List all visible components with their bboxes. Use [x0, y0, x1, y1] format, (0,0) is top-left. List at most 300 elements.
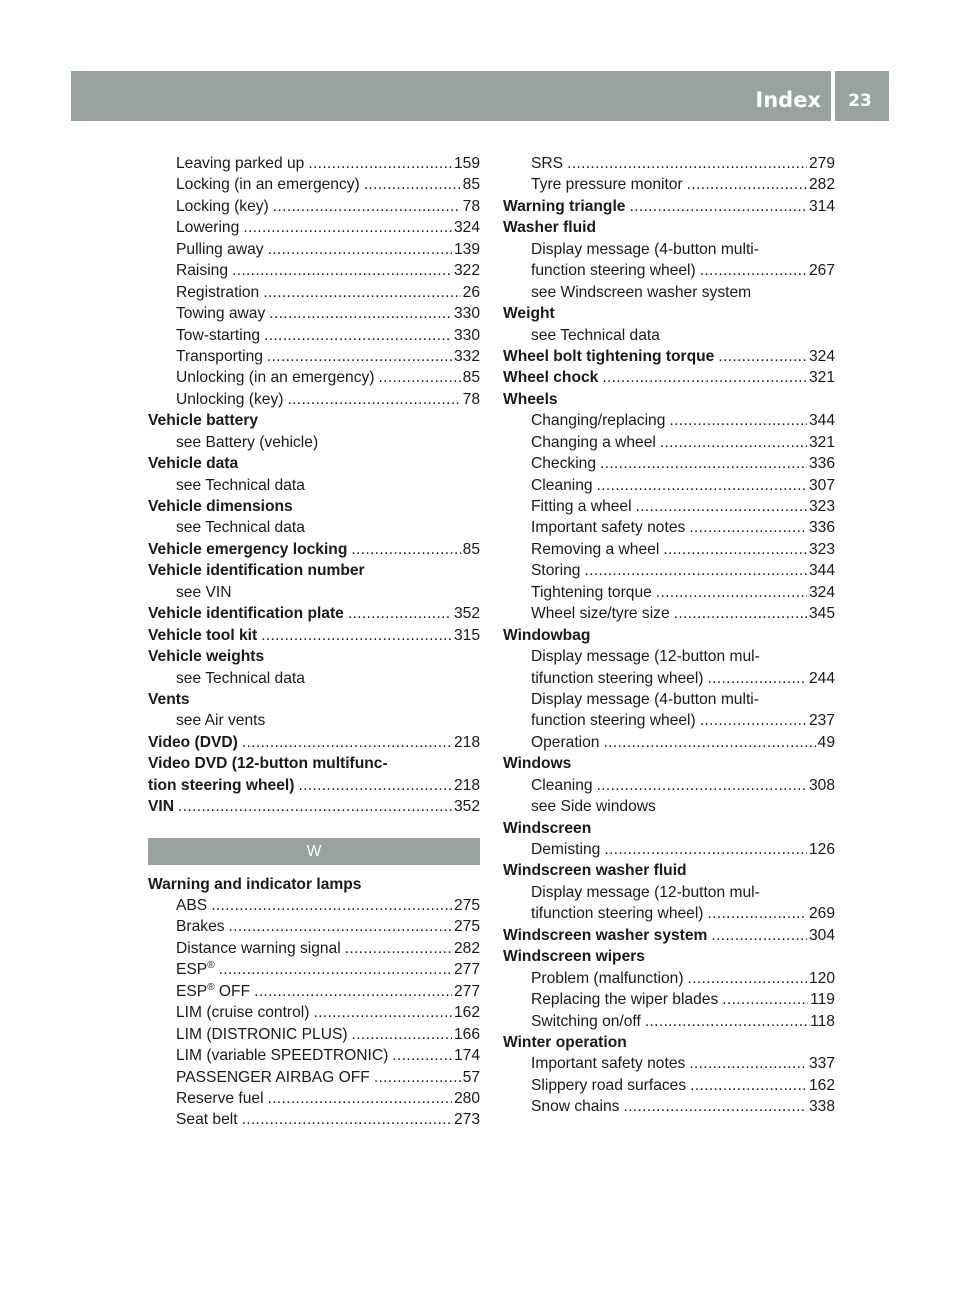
dot-leader	[364, 174, 461, 195]
page-reference[interactable]: 336	[808, 519, 835, 537]
index-heading	[148, 410, 480, 431]
dot-leader	[567, 153, 807, 174]
entry-text: Changing/replacing	[531, 412, 666, 430]
page-header	[71, 71, 889, 121]
index-heading	[148, 560, 480, 581]
entry-text: tifunction steering wheel)	[531, 905, 704, 923]
entry-text: Operation	[531, 733, 600, 751]
page-reference[interactable]: 336	[808, 455, 835, 473]
entry-text: Unlocking (key)	[176, 390, 284, 408]
index-subentry[interactable]	[148, 916, 480, 937]
page-reference[interactable]: 279	[808, 155, 835, 172]
page-reference[interactable]: 352	[453, 798, 480, 816]
entry-text: Important safety notes	[531, 519, 686, 537]
page-reference[interactable]: 323	[808, 498, 835, 515]
entry-text: see Side windows	[531, 798, 656, 816]
page-reference[interactable]: 344	[808, 562, 835, 580]
entry-text: Pulling away	[176, 240, 264, 258]
entry-text: Lowering	[176, 219, 240, 237]
entry-text: Brakes	[176, 918, 225, 936]
page-reference[interactable]: 321	[808, 433, 835, 451]
entry-text: tifunction steering wheel)	[531, 669, 704, 687]
page-reference[interactable]: 218	[453, 733, 480, 751]
index-subentry	[503, 689, 835, 710]
page-reference[interactable]: 323	[808, 540, 835, 558]
dot-leader	[700, 260, 807, 281]
index-subentry[interactable]	[503, 903, 835, 924]
left-entries-after	[148, 874, 480, 1131]
index-subentry[interactable]	[148, 346, 480, 367]
entry-text: function steering wheel)	[531, 262, 696, 280]
index-subentry[interactable]	[148, 1045, 480, 1066]
entry-text: Distance warning signal	[176, 939, 341, 957]
dot-leader	[351, 539, 460, 560]
index-subentry	[503, 239, 835, 260]
page-reference[interactable]: 332	[453, 347, 480, 365]
page-reference[interactable]: 118	[810, 1012, 835, 1030]
entry-text: see Technical data	[531, 326, 660, 344]
index-subentry[interactable]	[148, 367, 480, 388]
entry-text: ESP®	[176, 960, 215, 979]
entry-text: Vehicle identification number	[148, 562, 365, 580]
index-subentry[interactable]	[503, 453, 835, 474]
entry-text: Transporting	[176, 347, 263, 365]
page-reference[interactable]: 78	[462, 197, 480, 215]
index-subentry[interactable]	[148, 217, 480, 238]
index-heading	[148, 453, 480, 474]
dot-leader	[269, 303, 452, 324]
page-reference[interactable]: 322	[453, 262, 480, 280]
entry-text: Vehicle battery	[148, 412, 259, 430]
index-subentry[interactable]	[503, 710, 835, 731]
index-subentry[interactable]	[148, 895, 480, 916]
entry-text: Display message (4-button multi-	[531, 690, 759, 708]
entry-text: Windscreen washer system	[503, 926, 708, 944]
entry-text: Raising	[176, 262, 229, 280]
dot-leader	[211, 895, 452, 916]
index-subentry[interactable]	[148, 1088, 480, 1109]
index-subentry[interactable]	[503, 560, 835, 581]
entry-text: tion steering wheel)	[148, 776, 295, 794]
dot-leader	[660, 432, 807, 453]
entry-text: Towing away	[176, 305, 266, 323]
index-subentry[interactable]	[503, 668, 835, 689]
index-subentry[interactable]	[503, 603, 835, 624]
entry-text: Unlocking (in an emergency)	[176, 369, 375, 387]
entry-text: Wheel size/tyre size	[531, 605, 670, 623]
index-subentry	[148, 582, 480, 603]
entry-text: Wheels	[503, 390, 558, 408]
dot-leader	[242, 732, 452, 753]
index-subentry[interactable]	[503, 1053, 835, 1074]
index-subentry	[148, 517, 480, 538]
index-subentry[interactable]	[148, 239, 480, 260]
dot-leader	[645, 1011, 808, 1032]
page-reference[interactable]: 162	[808, 1076, 835, 1094]
index-subentry	[148, 475, 480, 496]
dot-leader	[178, 796, 452, 817]
page-reference[interactable]: 269	[808, 905, 835, 923]
index-heading	[503, 753, 835, 774]
index-subentry[interactable]	[503, 1096, 835, 1117]
index-heading	[148, 646, 480, 667]
index-subentry[interactable]	[503, 153, 835, 174]
entry-text: Display message (12-button mul-	[531, 648, 760, 666]
dot-leader	[243, 217, 452, 238]
dot-leader	[584, 560, 807, 581]
dot-leader	[597, 775, 807, 796]
dot-leader	[287, 389, 460, 410]
entry-text: Vehicle dimensions	[148, 498, 293, 515]
entry-text: Tyre pressure monitor	[531, 176, 683, 194]
index-heading	[503, 389, 835, 410]
index-heading	[148, 496, 480, 517]
dot-leader	[690, 1075, 807, 1096]
index-subentry[interactable]	[503, 174, 835, 195]
entry-text: Slippery road surfaces	[531, 1076, 687, 1094]
page-reference[interactable]: 174	[453, 1047, 480, 1065]
dot-leader	[345, 938, 452, 959]
dot-leader	[313, 1002, 452, 1023]
page-reference[interactable]: 330	[453, 305, 480, 323]
entry-text: Locking (key)	[176, 197, 269, 215]
dot-leader	[689, 1053, 807, 1074]
page-reference[interactable]: 119	[810, 991, 835, 1009]
dot-leader	[708, 668, 807, 689]
index-subentry	[148, 710, 480, 731]
dot-leader	[267, 346, 452, 367]
index-subentry[interactable]	[503, 839, 835, 860]
index-heading[interactable]	[148, 625, 480, 646]
index-subentry[interactable]	[503, 410, 835, 431]
dot-leader	[378, 367, 460, 388]
entry-text: Registration	[176, 283, 260, 301]
index-heading[interactable]	[148, 775, 480, 796]
index-subentry	[503, 325, 835, 346]
entry-text: PASSENGER AIRBAG OFF	[176, 1068, 370, 1086]
index-subentry	[503, 882, 835, 903]
index-subentry[interactable]	[148, 389, 480, 410]
index-subentry[interactable]	[503, 517, 835, 538]
entry-text: Locking (in an emergency)	[176, 176, 360, 194]
index-heading[interactable]	[503, 196, 835, 217]
entry-text: Removing a wheel	[531, 540, 660, 558]
left-entries-before	[148, 153, 480, 818]
dot-leader	[268, 239, 452, 260]
page-reference[interactable]: 352	[453, 605, 480, 623]
dot-leader	[674, 603, 807, 624]
page-reference[interactable]: 126	[808, 841, 835, 858]
entry-text: Snow chains	[531, 1098, 620, 1116]
index-heading	[503, 946, 835, 967]
page-reference[interactable]: 244	[808, 669, 835, 687]
dot-leader	[298, 775, 452, 796]
entry-text: LIM (DISTRONIC PLUS)	[176, 1025, 348, 1043]
entry-text: Changing a wheel	[531, 433, 656, 451]
entry-text: see Air vents	[176, 712, 266, 730]
entry-text: Replacing the wiper blades	[531, 991, 719, 1009]
index-subentry[interactable]	[148, 282, 480, 303]
entry-text: Fitting a wheel	[531, 498, 632, 515]
page-reference[interactable]: 237	[808, 712, 835, 730]
entry-text: Weight	[503, 305, 555, 323]
index-heading[interactable]	[148, 603, 480, 624]
index-heading	[503, 303, 835, 324]
dot-leader	[687, 174, 807, 195]
entry-text: see Technical data	[176, 476, 305, 494]
entry-text: Windscreen	[503, 819, 592, 837]
entry-text: see Technical data	[176, 669, 305, 687]
page-reference[interactable]: 139	[453, 240, 480, 258]
dot-leader	[261, 625, 452, 646]
page-reference[interactable]: 277	[453, 982, 480, 1000]
index-heading	[148, 753, 480, 774]
dot-leader	[219, 959, 452, 980]
index-subentry	[503, 282, 835, 303]
page-reference[interactable]: 49	[817, 733, 835, 751]
index-subentry[interactable]	[503, 432, 835, 453]
entry-text: Windowbag	[503, 626, 591, 644]
index-subentry	[503, 646, 835, 667]
index-subentry[interactable]	[148, 325, 480, 346]
dot-leader	[722, 989, 808, 1010]
entry-text: Storing	[531, 562, 581, 580]
page-number: 23	[848, 91, 872, 111]
page-reference[interactable]: 277	[453, 961, 480, 979]
dot-leader	[602, 367, 807, 388]
entry-text: Cleaning	[531, 776, 593, 794]
dot-leader	[708, 903, 807, 924]
dot-leader	[597, 475, 807, 496]
entry-text: see Battery (vehicle)	[176, 433, 319, 451]
entry-text: Warning triangle	[503, 197, 626, 215]
registered-mark: ®	[207, 981, 215, 993]
dot-leader	[663, 539, 807, 560]
index-subentry	[503, 796, 835, 817]
entry-text: Important safety notes	[531, 1055, 686, 1073]
dot-leader	[348, 603, 452, 624]
dot-leader	[392, 1045, 452, 1066]
entry-text: see VIN	[176, 583, 232, 601]
entry-text: Leaving parked up	[176, 155, 305, 172]
dot-leader	[656, 582, 807, 603]
page-reference[interactable]: 273	[453, 1111, 480, 1129]
page-reference[interactable]: 267	[808, 262, 835, 280]
dot-leader	[264, 325, 452, 346]
dot-leader	[308, 153, 452, 174]
page-reference[interactable]: 321	[808, 369, 835, 387]
entry-text: see Windscreen washer system	[531, 283, 752, 301]
page-reference[interactable]: 218	[453, 776, 480, 794]
index-heading	[503, 818, 835, 839]
entry-text: Checking	[531, 455, 597, 473]
dot-leader	[254, 981, 452, 1002]
dot-leader	[669, 410, 807, 431]
index-subentry[interactable]	[148, 260, 480, 281]
page-reference[interactable]: 280	[453, 1089, 480, 1107]
index-subentry[interactable]	[503, 1075, 835, 1096]
dot-leader	[688, 968, 807, 989]
index-subentry[interactable]	[503, 1011, 835, 1032]
entry-text: Reserve fuel	[176, 1089, 264, 1107]
dot-leader	[232, 260, 452, 281]
dot-leader	[600, 453, 807, 474]
index-heading	[503, 1032, 835, 1053]
index-subentry[interactable]	[148, 1024, 480, 1045]
entry-text: LIM (variable SPEEDTRONIC)	[176, 1047, 389, 1065]
entry-text: Warning and indicator lamps	[148, 875, 362, 893]
page-reference[interactable]: 159	[453, 155, 480, 172]
entry-text: SRS	[531, 155, 564, 172]
index-subentry[interactable]	[148, 981, 480, 1002]
page-reference[interactable]: 304	[808, 926, 835, 944]
dot-leader	[629, 196, 807, 217]
right-entries	[503, 153, 835, 1118]
index-subentry[interactable]	[148, 303, 480, 324]
dot-leader	[623, 1096, 807, 1117]
index-heading	[503, 217, 835, 238]
page-reference[interactable]: 307	[808, 476, 835, 494]
dot-leader	[268, 1088, 452, 1109]
index-heading	[503, 860, 835, 881]
dot-leader	[700, 710, 807, 731]
entry-text: Display message (4-button multi-	[531, 240, 759, 258]
index-subentry[interactable]	[148, 959, 480, 980]
page-reference[interactable]: 314	[808, 197, 835, 215]
index-heading[interactable]	[148, 539, 480, 560]
page-reference[interactable]: 162	[453, 1004, 480, 1022]
page-reference[interactable]: 324	[808, 347, 835, 365]
page-reference[interactable]: 324	[453, 219, 480, 237]
entry-text: Washer fluid	[503, 219, 596, 237]
page-reference[interactable]: 315	[453, 626, 480, 644]
index-heading[interactable]	[503, 925, 835, 946]
entry-text: Vehicle data	[148, 455, 239, 473]
page-reference[interactable]: 338	[808, 1098, 835, 1116]
entry-text: Wheel bolt tightening torque	[503, 347, 715, 365]
entry-text: Video (DVD)	[148, 733, 238, 751]
dot-leader	[711, 925, 807, 946]
dot-leader	[273, 196, 461, 217]
index-subentry[interactable]	[503, 775, 835, 796]
index-subentry	[148, 432, 480, 453]
page-reference[interactable]: 345	[808, 605, 835, 623]
section-letter-w: W	[148, 838, 480, 865]
entry-text: Problem (malfunction)	[531, 969, 684, 987]
index-heading[interactable]	[148, 796, 480, 817]
index-subentry[interactable]	[503, 496, 835, 517]
index-subentry[interactable]	[503, 968, 835, 989]
header-divider	[831, 71, 835, 121]
page-reference[interactable]: 330	[453, 326, 480, 344]
index-subentry[interactable]	[148, 1109, 480, 1130]
page-reference[interactable]: 337	[808, 1055, 835, 1073]
entry-text: Vents	[148, 690, 190, 708]
entry-text: Tightening torque	[531, 583, 652, 601]
page-reference[interactable]: 324	[808, 583, 835, 601]
dot-leader	[718, 346, 807, 367]
page-reference[interactable]: 308	[808, 776, 835, 794]
page-reference[interactable]: 57	[462, 1068, 480, 1086]
index-heading	[503, 625, 835, 646]
dot-leader	[603, 732, 815, 753]
page-reference[interactable]: 344	[808, 412, 835, 430]
entry-text: Winter operation	[503, 1033, 627, 1051]
dot-leader	[229, 916, 452, 937]
index-subentry[interactable]	[148, 938, 480, 959]
dot-leader	[636, 496, 807, 517]
entry-text: LIM (cruise control)	[176, 1004, 310, 1022]
index-heading[interactable]	[148, 732, 480, 753]
index-subentry[interactable]	[148, 1067, 480, 1088]
index-subentry	[148, 668, 480, 689]
page-reference[interactable]: 120	[808, 969, 835, 987]
page-reference[interactable]: 166	[453, 1025, 480, 1043]
index-subentry[interactable]	[148, 196, 480, 217]
entry-text: Demisting	[531, 841, 601, 858]
page-reference[interactable]: 275	[453, 897, 480, 914]
page-reference[interactable]: 282	[453, 939, 480, 957]
entry-text: Cleaning	[531, 476, 593, 494]
entry-text: VIN	[148, 798, 174, 816]
index-subentry[interactable]	[148, 153, 480, 174]
entry-text: Windscreen washer fluid	[503, 862, 687, 880]
entry-text: Video DVD (12-button multifunc-	[148, 755, 388, 773]
page-reference[interactable]: 85	[462, 176, 480, 194]
entry-text: ESP® OFF	[176, 981, 251, 1000]
entry-text: Wheel chock	[503, 369, 599, 387]
index-subentry[interactable]	[148, 1002, 480, 1023]
index-heading[interactable]	[503, 367, 835, 388]
index-subentry[interactable]	[503, 582, 835, 603]
index-column-left	[148, 153, 480, 1131]
index-subentry[interactable]	[503, 539, 835, 560]
entry-text: Windows	[503, 755, 572, 773]
entry-text: Seat belt	[176, 1111, 238, 1129]
entry-text: Vehicle weights	[148, 648, 265, 666]
dot-leader	[242, 1109, 452, 1130]
entry-text: Vehicle emergency locking	[148, 540, 348, 558]
dot-leader	[374, 1067, 461, 1088]
page-reference[interactable]: 26	[462, 283, 480, 301]
entry-text: Vehicle tool kit	[148, 626, 258, 644]
index-subentry[interactable]	[503, 989, 835, 1010]
page-reference[interactable]: 78	[462, 390, 480, 408]
entry-text: Switching on/off	[531, 1012, 641, 1030]
page-reference[interactable]: 85	[462, 540, 480, 558]
page-reference[interactable]: 85	[462, 369, 480, 387]
dot-leader	[689, 517, 807, 538]
page-reference[interactable]: 275	[453, 918, 480, 936]
index-column-right	[503, 153, 835, 1118]
entry-text: function steering wheel)	[531, 712, 696, 730]
registered-mark: ®	[207, 960, 215, 972]
dot-leader	[352, 1024, 452, 1045]
index-subentry[interactable]	[503, 475, 835, 496]
index-subentry[interactable]	[148, 174, 480, 195]
index-heading[interactable]	[503, 346, 835, 367]
entry-text: Display message (12-button mul-	[531, 883, 760, 901]
index-heading	[148, 874, 480, 895]
entry-text: see Technical data	[176, 519, 305, 537]
index-subentry[interactable]	[503, 260, 835, 281]
dot-leader	[604, 839, 807, 860]
entry-text: Windscreen wipers	[503, 948, 645, 966]
page-reference[interactable]: 282	[808, 176, 835, 194]
index-subentry[interactable]	[503, 732, 835, 753]
entry-text: Tow-starting	[176, 326, 261, 344]
dot-leader	[263, 282, 460, 303]
